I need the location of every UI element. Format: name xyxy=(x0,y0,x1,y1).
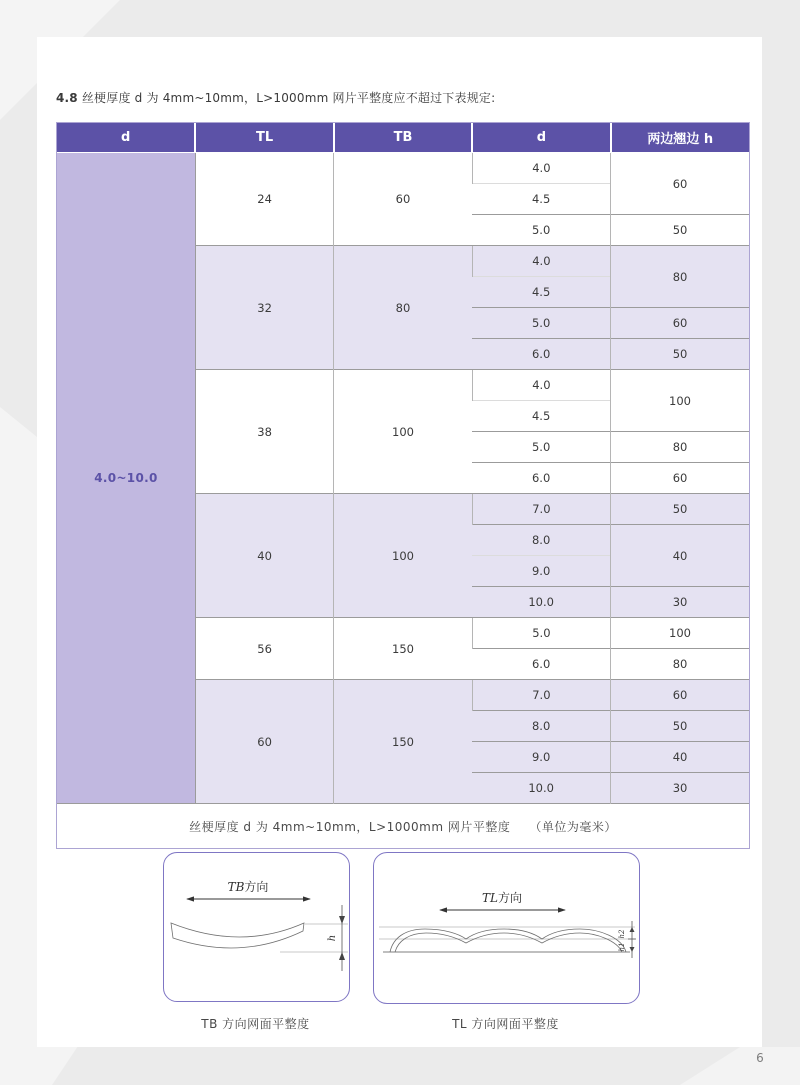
d-cell: 5.0 xyxy=(472,618,610,649)
d-cell: 10.0 xyxy=(472,773,610,804)
h-cell: 30 xyxy=(611,587,749,618)
d-cell: 5.0 xyxy=(472,215,610,246)
d-cell: 4.0 xyxy=(472,153,610,184)
h-cell: 60 xyxy=(611,308,749,339)
h-cell: 40 xyxy=(611,742,749,773)
tl-cell: 56 xyxy=(195,618,333,680)
h-cell: 100 xyxy=(611,370,749,432)
header-cell-d: d xyxy=(472,123,610,153)
h-cell: 100 xyxy=(611,618,749,649)
tb-cell: 60 xyxy=(334,153,472,246)
h-cell: 50 xyxy=(611,339,749,370)
h-cell: 80 xyxy=(611,246,749,308)
d-cell: 5.0 xyxy=(472,432,610,463)
table-header-row xyxy=(57,123,749,153)
d-cell: 7.0 xyxy=(472,494,610,525)
d-cell: 6.0 xyxy=(472,339,610,370)
d-cell: 4.0 xyxy=(472,370,610,401)
d-cell: 7.0 xyxy=(472,680,610,711)
header-cell-d-range: d xyxy=(57,123,195,153)
tl-cell: 40 xyxy=(195,494,333,618)
h-cell: 80 xyxy=(611,649,749,680)
document-page xyxy=(37,37,762,1047)
d-cell: 6.0 xyxy=(472,649,610,680)
d-cell: 4.5 xyxy=(472,277,610,308)
section-heading xyxy=(56,89,495,106)
flatness-spec-table xyxy=(56,122,750,849)
tl-cell: 38 xyxy=(195,370,333,494)
section-number: 4.8 xyxy=(56,91,78,105)
header-cell-h: 两边翘边 h xyxy=(611,123,749,153)
tl-flatness-diagram xyxy=(373,852,640,1004)
h-dimension-label: h xyxy=(327,934,338,942)
d-cell: 4.5 xyxy=(472,184,610,215)
h2-dimension-label: h2 xyxy=(618,929,626,939)
tb-direction-label: TB方向 xyxy=(227,880,269,894)
tb-cell: 80 xyxy=(334,246,472,370)
curved-mesh-profile xyxy=(171,923,304,948)
h-cell: 80 xyxy=(611,432,749,463)
section-heading-text: 丝梗厚度 d 为 4mm~10mm，L>1000mm 网片平整度应不超过下表规定: xyxy=(81,91,496,105)
tb-cell: 100 xyxy=(334,370,472,494)
tb-flatness-diagram xyxy=(163,852,350,1002)
tl-direction-label: TL方向 xyxy=(482,891,522,905)
tl-cell: 60 xyxy=(195,680,333,804)
tl-diagram-caption: TL 方向网面平整度 xyxy=(452,1017,559,1031)
h-cell: 30 xyxy=(611,773,749,804)
header-cell-tb: TB xyxy=(334,123,472,153)
table-footnote: 丝梗厚度 d 为 4mm~10mm，L>1000mm 网片平整度 （单位为毫米） xyxy=(57,804,749,849)
tb-cell: 150 xyxy=(334,680,472,804)
wavy-mesh-profile-outer xyxy=(390,929,626,952)
d-cell: 4.5 xyxy=(472,401,610,432)
header-cell-tl: TL xyxy=(195,123,333,153)
d-range-cell: 4.0~10.0 xyxy=(57,153,195,804)
d-cell: 9.0 xyxy=(472,742,610,773)
h-cell: 60 xyxy=(611,680,749,711)
tb-diagram-caption: TB 方向网面平整度 xyxy=(201,1017,310,1031)
wavy-mesh-profile-inner xyxy=(395,933,622,952)
tb-diagram-drawing xyxy=(164,853,349,1001)
tl-cell: 32 xyxy=(195,246,333,370)
h-cell: 40 xyxy=(611,525,749,587)
d-cell: 10.0 xyxy=(472,587,610,618)
table-row xyxy=(57,153,749,184)
bottom-right-decoration xyxy=(670,1047,800,1085)
page-number: 6 xyxy=(756,1051,764,1065)
h-cell: 50 xyxy=(611,494,749,525)
d-cell: 8.0 xyxy=(472,525,610,556)
d-cell: 6.0 xyxy=(472,463,610,494)
tl-cell: 24 xyxy=(195,153,333,246)
h-cell: 60 xyxy=(611,463,749,494)
d-cell: 5.0 xyxy=(472,308,610,339)
tb-cell: 100 xyxy=(334,494,472,618)
tl-diagram-drawing xyxy=(374,853,639,1001)
h1-dimension-label: h1 xyxy=(618,942,626,952)
h-cell: 50 xyxy=(611,215,749,246)
tb-cell: 150 xyxy=(334,618,472,680)
table-footnote-row xyxy=(57,804,749,849)
d-cell: 8.0 xyxy=(472,711,610,742)
d-cell: 9.0 xyxy=(472,556,610,587)
h-cell: 60 xyxy=(611,153,749,215)
d-cell: 4.0 xyxy=(472,246,610,277)
h-cell: 50 xyxy=(611,711,749,742)
